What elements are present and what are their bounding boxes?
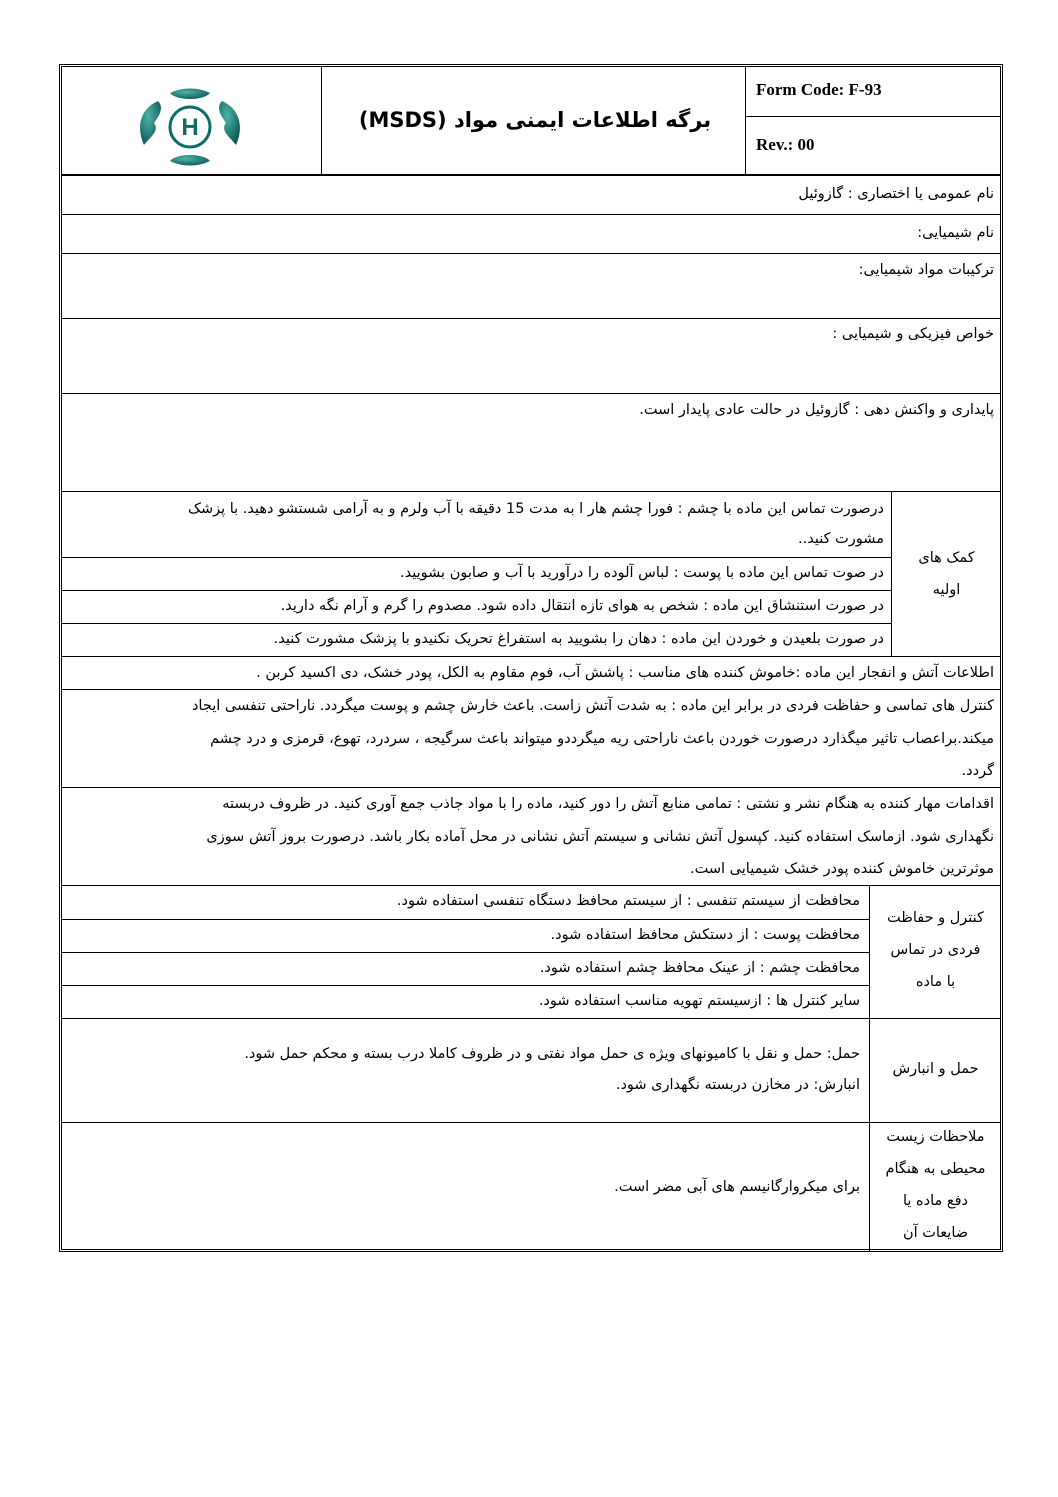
ppe-respiratory: محافظت از سیستم تنفسی : از سیستم محافظ دستگاه تنفسی استفاده شود. [396, 893, 860, 909]
logo-letter: H [181, 114, 199, 141]
ppe-label-line1: کنترل و حفاظت [887, 910, 984, 926]
first-aid-skin: در صوت تماس این ماده با پوست : لباس آلوده را درآورید با آب و صابون بشویید. [400, 565, 884, 581]
ppe-other: سایر کنترل ها : ازسیستم تهویه مناسب استفاده شود. [538, 993, 860, 1009]
first-aid-eye-line1: درصورت تماس این ماده با چشم : فورا چشم هار ا به مدت 15 دقیقه با آب ولرم و به آرامی شستشو دهید. با پزشک [187, 501, 884, 517]
form-title: برگه اطلاعات ایمنی مواد (MSDS) [358, 108, 712, 132]
first-aid-inhalation: در صورت استنشاق این ماده : شخص به هوای تازه انتقال داده شود. مصدوم را گرم و آرام نگه دارید. [280, 598, 884, 614]
handling-storage: انبارش: در مخازن دربسته نگهداری شود. [615, 1077, 860, 1093]
chemical-composition: ترکیبات مواد شیمیایی: [858, 262, 994, 278]
spill-line1: اقدامات مهار کننده به هنگام نشر و نشتی : تمامی منابع آتش را دور کنید، ماده را با مواد جاذب جمع آوری کنید. در ظروف دربسته [222, 796, 994, 812]
handling-label: حمل و انبارش [892, 1061, 979, 1077]
spill-line2: نگهداری شود. ازماسک استفاده کنید. کپسول آتش نشانی و سیستم آتش نشانی در محل آماده بکار باشد. درصورت بروز آتش سوزی [206, 829, 994, 845]
first-aid-eye-line2: مشورت کنید.. [798, 531, 884, 547]
revision-number: Rev.: 00 [756, 135, 815, 154]
ppe-label-line3: با ماده [915, 974, 956, 990]
first-aid-ingestion: در صورت بلعیدن و خوردن این ماده : دهان را بشویید به استفراغ تحریک نکنیدو با پزشک مشورت کنید. [273, 631, 884, 647]
exposure-line2: میکند.براعصاب تاثیر میگذارد درصورت خوردن باعث ناراحتی ریه میگرددو میتواند باعث سرگیجه ، سردرد، تهوع، قرمزی و درد چشم [210, 731, 994, 747]
row-line-5 [61, 491, 1001, 492]
fire-explosion: اطلاعات آتش و انفجار این ماده :خاموش کننده های مناسب : پاشش آب، فوم مقاوم به الکل، پودر خشک، دی اکسید کربن . [256, 665, 994, 681]
row-line-1 [61, 214, 1001, 215]
environment-label [870, 1121, 1001, 1249]
physical-properties: خواص فیزیکی و شیمیایی : [832, 326, 994, 342]
environment-text: برای میکروارگانیسم های آبی مضر است. [614, 1179, 860, 1195]
row-line-10 [61, 1018, 1001, 1019]
common-name: نام عمومی یا اختصاری : گازوئیل [798, 186, 994, 202]
environment-label-line3: دفع ماده یا [902, 1193, 969, 1209]
ppe-skin: محافظت پوست : از دستکش محافظ استفاده شود. [550, 927, 860, 943]
ppe-label [870, 902, 1001, 998]
stability-reactivity: پایداری و واکنش دهی : گازوئیل در حالت عادی پایدار است. [639, 402, 994, 418]
header-divider-logo [321, 66, 322, 174]
environment-label-line4: ضایعات آن [902, 1225, 969, 1241]
header-divider-code [745, 66, 746, 174]
environment-label-line1: ملاحظات زیست [886, 1129, 985, 1145]
handling-transport: حمل: حمل و نقل با کامیونهای ویژه ی حمل مواد نفتی و در ظروف کاملا درب بسته و محکم حمل شود. [244, 1046, 860, 1062]
spill-line3: موثرترین خاموش کننده پودر خشک شیمیایی است. [690, 861, 994, 877]
first-aid-label [892, 542, 1001, 606]
form-code: Form Code: F-93 [756, 80, 882, 99]
header-divider-rev [745, 116, 1001, 117]
ppe-eye: محافظت چشم : از عینک محافظ چشم استفاده شود. [539, 960, 860, 976]
first-aid-label-line1: کمک های [918, 550, 975, 566]
row-line-11 [61, 1122, 1001, 1123]
environment-label-line2: محیطی به هنگام [885, 1161, 986, 1177]
exposure-line1: کنترل های تماسی و حفاظت فردی در برابر این ماده : به شدت آتش زاست. باعث خارش چشم و پوست میگردد. ناراحتی تنفسی ایجاد [191, 698, 994, 714]
first-aid-label-line2: اولیه [932, 582, 961, 598]
exposure-line3: گردد. [961, 763, 994, 779]
company-logo [130, 87, 250, 167]
chemical-name: نام شیمیایی: [917, 225, 994, 241]
ppe-label-line2: فردی در تماس [890, 942, 981, 958]
header-bottom-line [61, 174, 1001, 176]
